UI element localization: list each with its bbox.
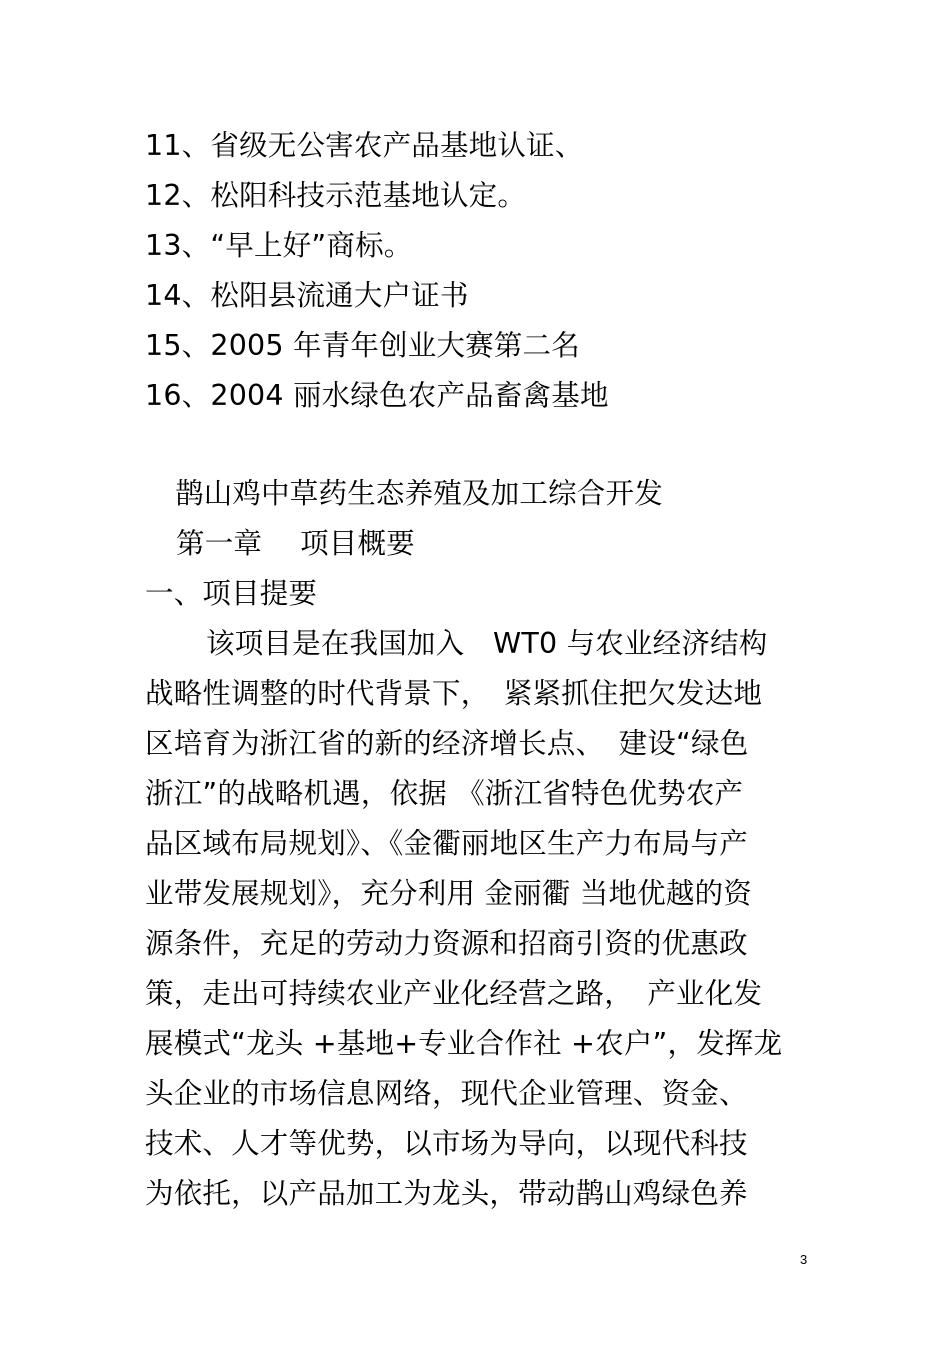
paragraph-line-8: 策，走出可持续农业产业化经营之路， 产业化发 [145,977,763,1010]
list-item-11: 11、省级无公害农产品基地认证、 [145,129,584,162]
page-number: 3 [800,1252,808,1267]
list-item-14: 14、松阳县流通大户证书 [145,279,469,312]
chapter-heading [176,526,415,562]
paragraph-line-3: 区培育为浙江省的新的经济增长点、 建设“绿色 [145,727,749,760]
paragraph-line-10: 头企业的市场信息网络，现代企业管理、资金、 [145,1077,748,1110]
paragraph-line-4: 浙江”的战略机遇，依据 《浙江省特色优势农产 [145,777,744,810]
document-title: 鹊山鸡中草药生态养殖及加工综合开发 [175,477,663,510]
list-item-15: 15、2005 年青年创业大赛第二名 [145,329,580,362]
paragraph-line-11: 技术、人才等优势，以市场为导向，以现代科技 [145,1127,748,1160]
chapter-label: 第一章 [176,527,263,560]
paragraph-line-9: 展模式“龙头 +基地+专业合作社 +农户”，发挥龙 [145,1027,783,1060]
paragraph-line-2: 战略性调整的时代背景下， 紧紧抓住把欠发达地 [145,677,763,710]
chapter-name: 项目概要 [300,527,415,560]
list-item-13: 13、“早上好”商标。 [145,229,413,262]
list-item-12: 12、松阳科技示范基地认定。 [145,179,527,212]
paragraph-line-12: 为依托，以产品加工为龙头，带动鹊山鸡绿色养 [145,1177,748,1210]
list-item-16: 16、2004 丽水绿色农产品畜禽基地 [145,379,609,412]
paragraph-line-6: 业带发展规划》，充分利用 金丽衢 当地优越的资 [145,877,752,910]
paragraph-line-1: 该项目是在我国加入 WT0 与农业经济结构 [206,627,768,660]
section-heading: 一、项目提要 [145,577,318,610]
paragraph-line-5: 品区域布局规划》、《金衢丽地区生产力布局与产 [145,827,748,860]
paragraph-line-7: 源条件，充足的劳动力资源和招商引资的优惠政 [145,927,748,960]
